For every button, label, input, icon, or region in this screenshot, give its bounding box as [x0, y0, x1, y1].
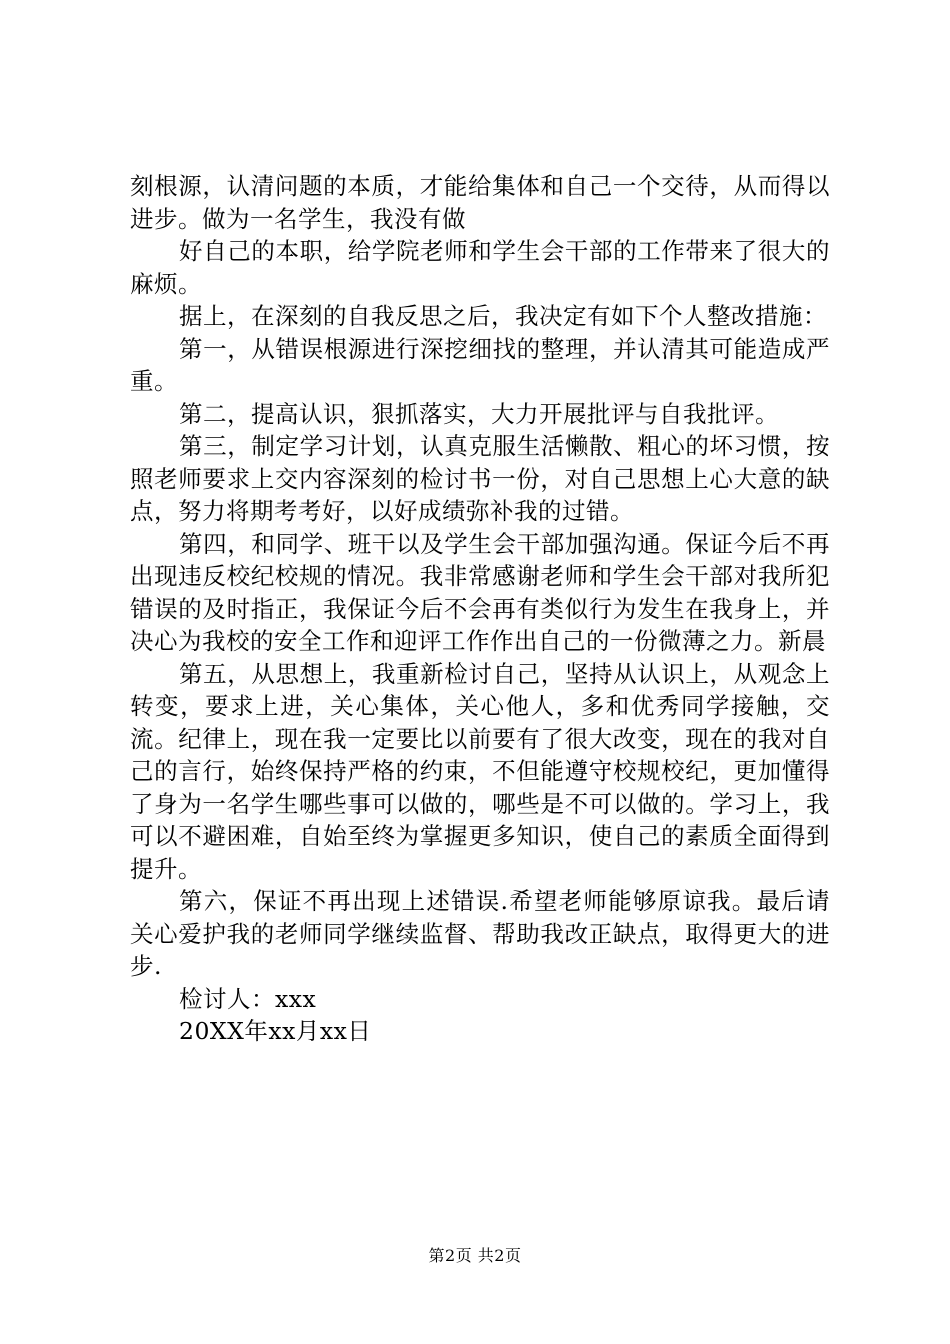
paragraph-measure-6: 第六，保证不再出现上述错误.希望老师能够原谅我。最后请关心爱护我的老师同学继续监督、帮助我改正缺点，取得更大的进步. — [130, 887, 830, 980]
date-line: 20XX年xx月xx日 — [179, 1017, 372, 1045]
page-number-footer: 第2页 共2页 — [428, 1246, 522, 1265]
paragraph-measure-1: 第一，从错误根源进行深挖细找的整理，并认清其可能造成严重。 — [130, 334, 830, 395]
paragraph-measures-intro: 据上，在深刻的自我反思之后，我决定有如下个人整改措施： — [179, 302, 827, 330]
paragraph-measure-3: 第三，制定学习计划，认真克服生活懒散、粗心的坏习惯，按照老师要求上交内容深刻的检讨书一份，对自己思想上心大意的缺点，努力将期考考好，以好成绩弥补我的过错。 — [130, 432, 830, 525]
paragraph-measure-5: 第五，从思想上，我重新检讨自己，坚持从认识上，从观念上转变，要求上进，关心集体，关心他人，多和优秀同学接触，交流。纪律上，现在我一定要比以前要有了很大改变，现在的我对自己的言行，始终保持严格的约束，不但能遵守校规校纪，更加懂得了身为一名学生哪些事可以做的，哪些是不可以做的。学习上，我可以不避困难，自始至终为掌握更多知识，使自己的素质全面得到提升。 — [130, 659, 830, 883]
signature-line: 检讨人：xxx — [179, 984, 317, 1013]
paragraph-measure-2: 第二，提高认识，狠抓落实，大力开展批评与自我批评。 — [179, 399, 779, 428]
paragraph-measure-4: 第四，和同学、班干以及学生会干部加强沟通。保证今后不再出现违反校纪校规的情况。我非常感谢老师和学生会干部对我所犯错误的及时指正，我保证今后不会再有类似行为发生在我身上，并决心为我校的安全工作和迎评工作作出自己的一份微薄之力。新晨 — [130, 529, 830, 655]
document-body — [130, 170, 830, 1048]
paragraph-continuation: 刻根源，认清问题的本质，才能给集体和自己一个交待，从而得以进步。做为一名学生，我没有做 — [130, 172, 830, 233]
paragraph-duty: 好自己的本职，给学院老师和学生会干部的工作带来了很大的麻烦。 — [130, 237, 830, 298]
